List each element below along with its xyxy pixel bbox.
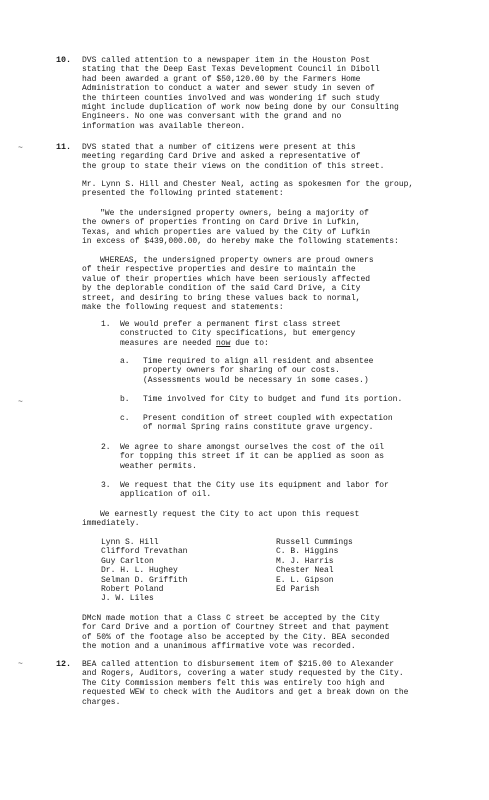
earnest-request: We earnestly request the City to act upon this request immediately.: [82, 510, 360, 529]
signatories-left: Lynn S. Hill Clifford Trevathan Guy Carlton Dr. H. L. Hughey Selman D. Griffith Robert Poland J. W. Liles: [101, 538, 188, 604]
margin-mark-12: ~: [18, 660, 23, 669]
request-3-text: We request that the City use its equipment and labor for application of oil.: [120, 481, 389, 500]
statement-paragraph: "We the undersigned property owners, being a majority of the owners of properties fronting on Card Drive in Lufkin, Texas, and which properties are valued by the City of Lufkin in excess of $439,000.00, do hereby make the following statements:: [82, 209, 399, 247]
request-1-text: We would prefer a permanent first class street constructed to City specifications, but emergency measures are needed now due to:: [120, 320, 356, 348]
margin-mark-1b: ~: [18, 398, 23, 407]
spokesmen-paragraph: Mr. Lynn S. Hill and Chester Neal, acting as spokesmen for the group, presented the following printed statement:: [82, 180, 414, 199]
motion-paragraph: DMcN made motion that a Class C street be accepted by the City for Card Drive and a portion of Courtney Street and that payment of 50% of the footage also be accepted by the City. BEA seconded the motion and a unanimous affirmative vote was recorded.: [82, 614, 390, 652]
request-1-number: 1.: [101, 320, 111, 329]
item-12-number: 12.: [56, 659, 72, 669]
whereas-paragraph: WHEREAS, the undersigned property owners are proud owners of their respective properties and desire to maintain the value of their properties which have been seriously affected by the deplorable condition of the said Card Drive, a City street, and desiring to bring these values back to normal, make the following request and statements:: [82, 256, 374, 313]
item-10-text: DVS called attention to a newspaper item in the Houston Post stating that the Deep East Texas Development Council in Diboll had been awarded a grant of $50,120.00 by the Farmers Home Administration to conduct a water and sewer study in seven of the thirteen counties involved and was wondering if such study might include duplication of work now being done by our Consulting Engineers. No one was conversant with the grand and no information was available thereon.: [82, 56, 399, 131]
request-3-number: 3.: [101, 481, 111, 490]
item-11-text: DVS stated that a number of citizens were present at this meeting regarding Card Drive and asked a representative of the group to state their views on the condition of this street.: [82, 143, 385, 171]
request-2-number: 2.: [101, 443, 111, 452]
request-1b-text: Time involved for City to budget and fund its portion.: [143, 395, 403, 404]
request-1c-text: Present condition of street coupled with expectation of normal Spring rains constitute grave urgency.: [143, 414, 393, 433]
signatories-right: Russell Cummings C. B. Higgins M. J. Harris Chester Neal E. L. Gipson Ed Parish: [276, 538, 353, 595]
request-1c-number: c.: [120, 414, 130, 423]
request-1b-number: b.: [120, 395, 130, 404]
request-1a-text: Time required to align all resident and absentee property owners for sharing of our costs. (Assessments would be necessary in some cases.): [143, 357, 374, 385]
item-12-text: BEA called attention to disbursement item of $215.00 to Alexander and Rogers, Auditors, covering a water study requested by the City. The City Commission members felt this was entirely too high and requested WEW to check with the Auditors and get a break down on the charges.: [82, 660, 409, 707]
request-2-text: We agree to share amongst ourselves the cost of the oil for topping this street if it can be applied as soon as weather permits.: [120, 443, 385, 471]
margin-mark-11: ~: [18, 144, 23, 153]
request-1a-number: a.: [120, 357, 130, 366]
item-10-number: 10.: [56, 55, 72, 65]
item-11-number: 11.: [56, 142, 72, 152]
